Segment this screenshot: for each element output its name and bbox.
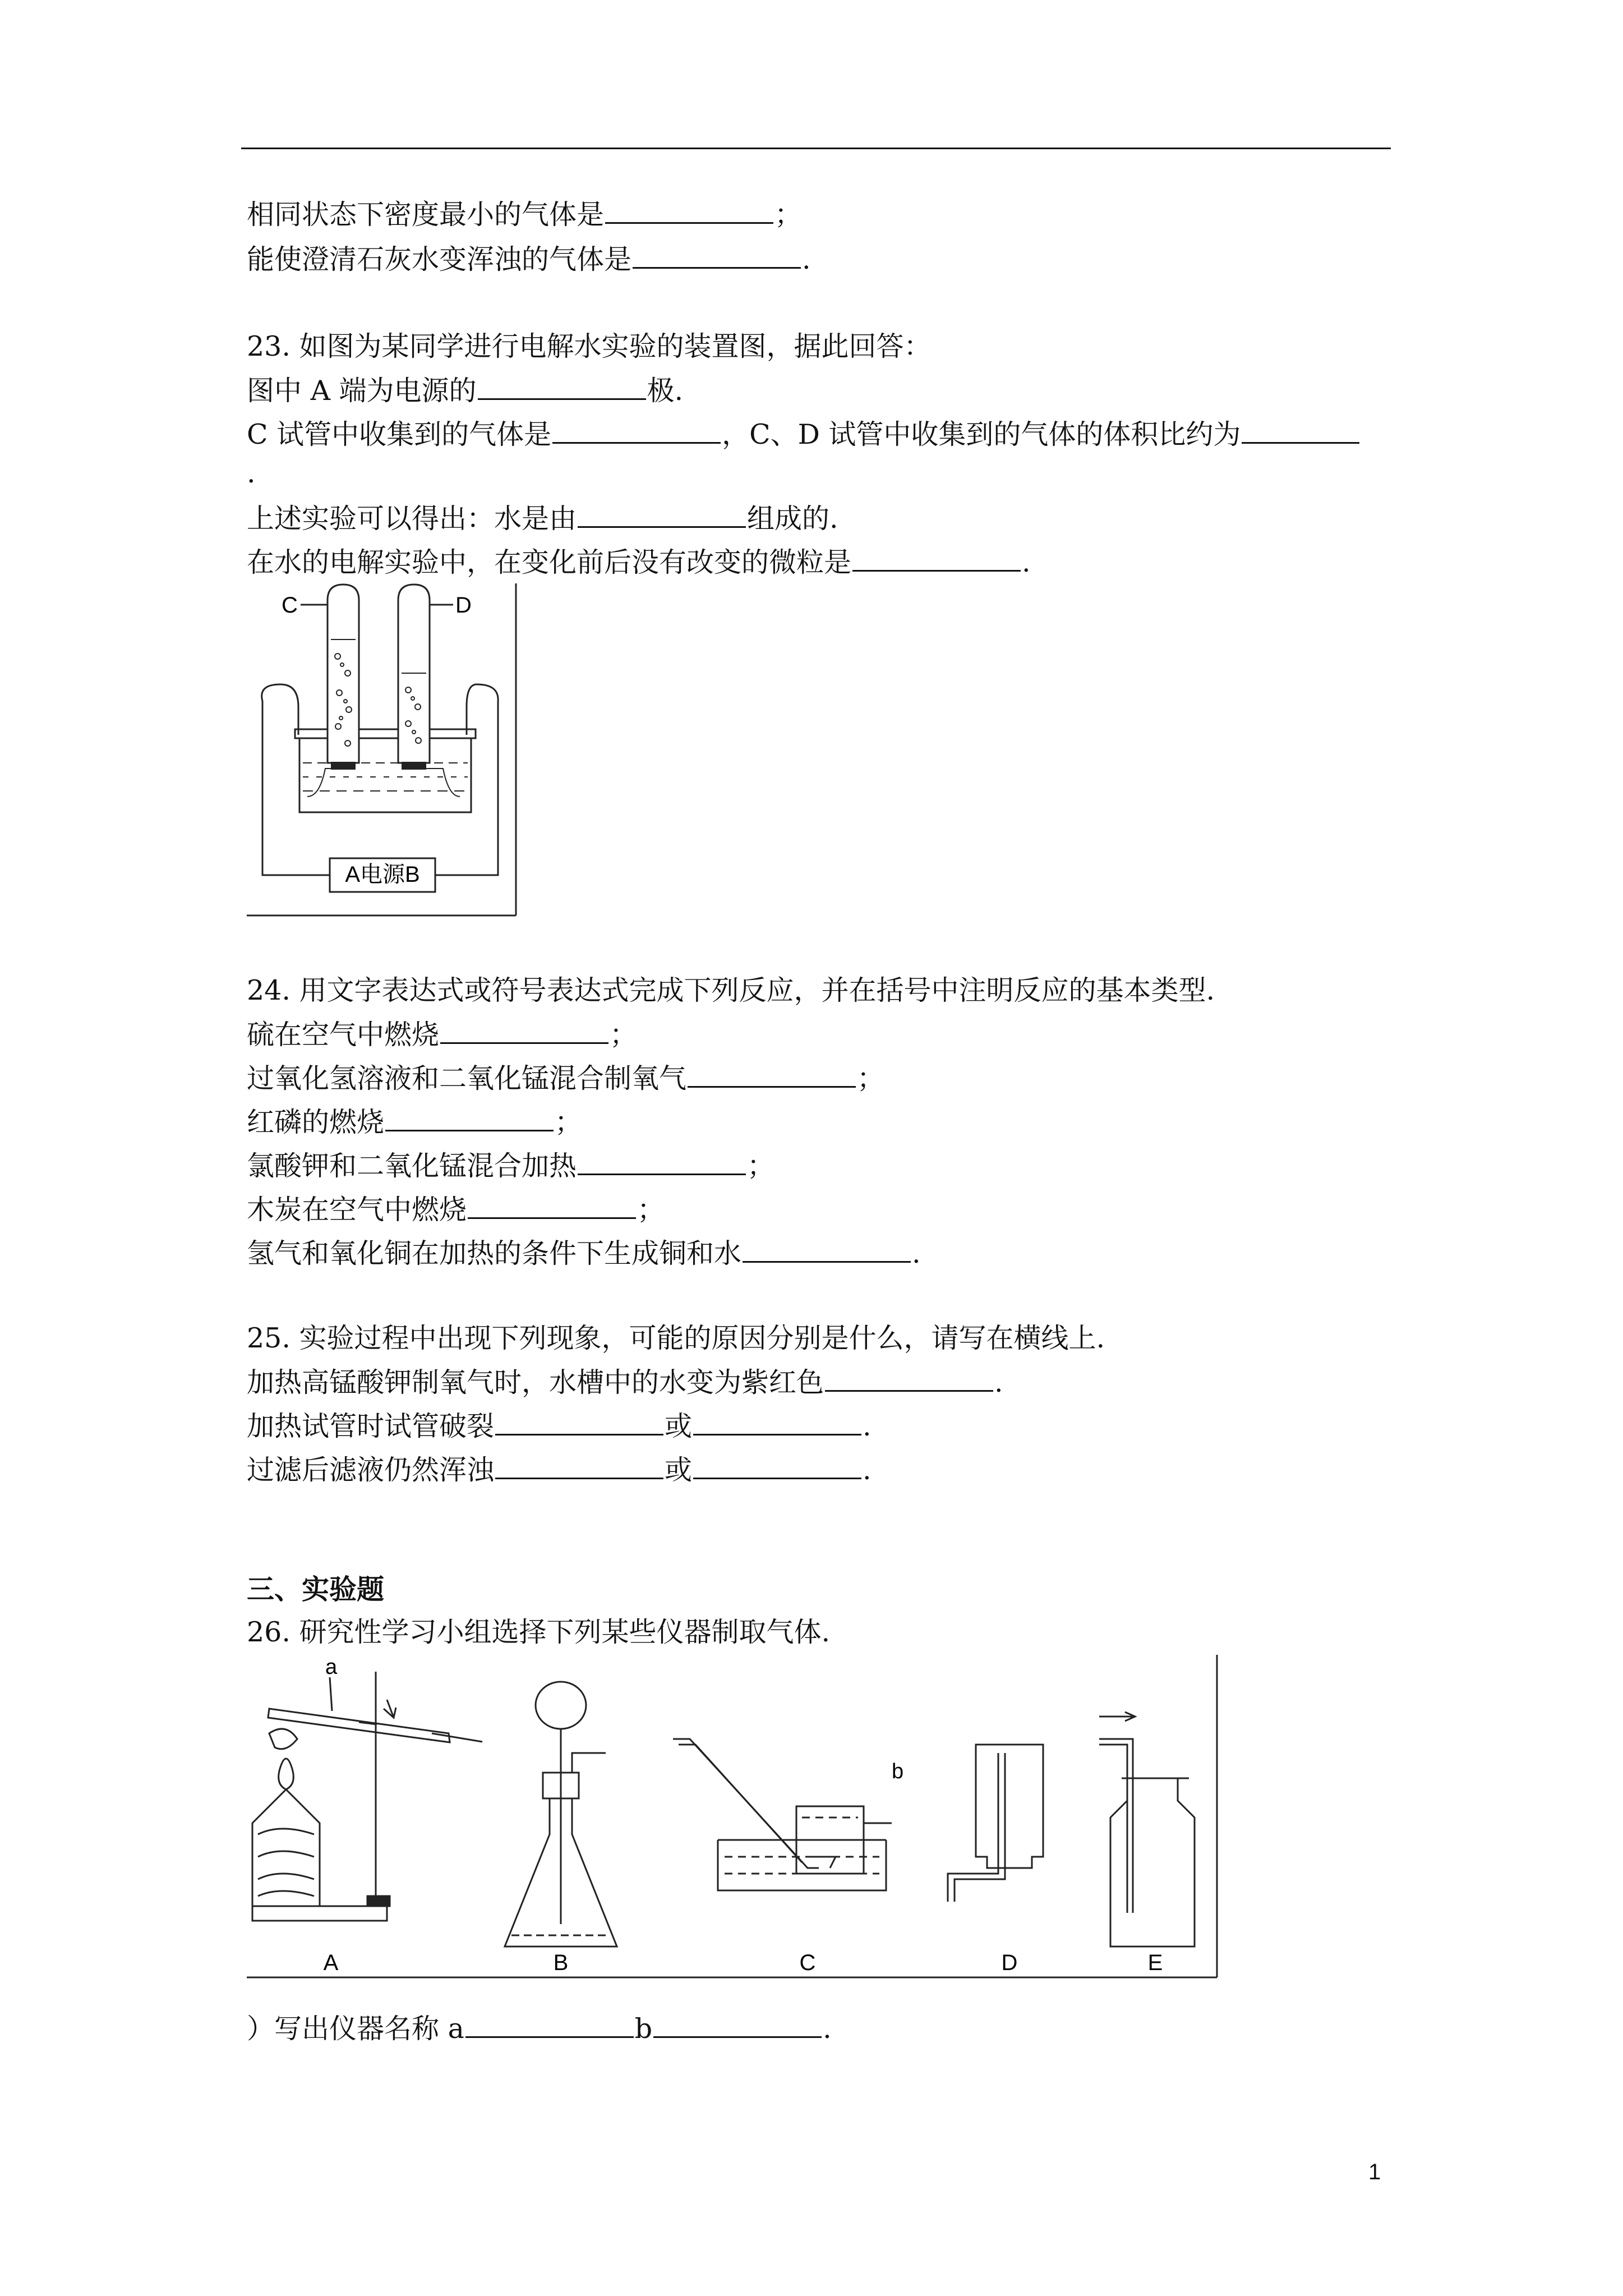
answer-blank[interactable] <box>478 374 646 400</box>
answer-blank[interactable] <box>385 1105 554 1131</box>
electrolysis-diagram <box>247 583 522 920</box>
answer-blank[interactable] <box>440 1018 608 1044</box>
test-tube-c <box>328 585 359 763</box>
question-number: 24. <box>247 974 291 1006</box>
caption-c: C <box>799 1950 816 1975</box>
punctuation: ； <box>555 1106 583 1138</box>
question-line <box>247 1105 582 1139</box>
answer-blank[interactable] <box>578 501 746 528</box>
answer-blank[interactable] <box>1242 417 1359 444</box>
answer-blank[interactable] <box>578 1149 746 1175</box>
apparatus-a <box>252 1672 482 1921</box>
question-text: 用文字表达式或符号表达式完成下列反应，并在括号中注明反应的基本类型. <box>299 974 1215 1006</box>
answer-blank[interactable] <box>495 1453 663 1479</box>
page-number: 1 <box>1368 2160 1381 2184</box>
punctuation: . <box>863 1454 872 1486</box>
question-text: 加热高锰酸钾制氧气时，水槽中的水变为紫红色 <box>247 1366 824 1398</box>
trough-rim <box>295 729 476 738</box>
label-d: D <box>455 593 472 618</box>
caption-a: A <box>323 1950 339 1975</box>
question-26-stem <box>247 1616 830 1649</box>
question-line <box>247 2012 832 2046</box>
label-b: b <box>892 1760 904 1783</box>
apparatus-diagram <box>247 1655 1223 1991</box>
question-text: 相同状态下密度最小的气体是 <box>247 199 605 231</box>
punctuation: ； <box>610 1019 638 1051</box>
apparatus-c <box>673 1739 892 1890</box>
question-text: 组成的. <box>747 503 838 535</box>
caption-e: E <box>1147 1950 1163 1975</box>
question-line <box>247 1193 665 1227</box>
question-24-stem <box>247 974 1215 1007</box>
question-line <box>247 1236 921 1271</box>
question-text: 图中 A 端为电源的 <box>247 375 477 407</box>
punctuation: . <box>823 2013 832 2045</box>
question-number: 25. <box>247 1322 291 1354</box>
question-text: 研究性学习小组选择下列某些仪器制取气体. <box>299 1616 831 1648</box>
question-text: 木炭在空气中燃烧 <box>247 1194 467 1226</box>
question-line <box>247 417 1361 452</box>
answer-blank[interactable] <box>743 1236 911 1263</box>
answer-blank[interactable] <box>693 1409 861 1435</box>
question-text: ，C、D 试管中收集到的气体的体积比约为 <box>722 418 1241 450</box>
section-title: 三、实验题 <box>247 1573 385 1605</box>
question-text: C 试管中收集到的气体是 <box>247 418 552 450</box>
apparatus-b <box>505 1682 617 1947</box>
answer-blank[interactable] <box>653 2012 822 2038</box>
punctuation: ； <box>774 199 803 231</box>
question-line <box>247 197 802 232</box>
question-text: 过氧化氢溶液和二氧化锰混合制氧气 <box>247 1062 687 1094</box>
question-number: 26. <box>247 1616 291 1648</box>
answer-blank[interactable] <box>552 417 721 444</box>
question-line <box>247 457 256 490</box>
question-text: 或 <box>665 1410 693 1442</box>
question-text: 上述实验可以得出：水是由 <box>247 503 577 535</box>
question-text: 红磷的燃烧 <box>247 1106 385 1138</box>
question-23-stem <box>247 330 932 364</box>
question-text: 氯酸钾和二氧化锰混合加热 <box>247 1150 577 1182</box>
answer-blank[interactable] <box>688 1061 856 1088</box>
question-line <box>247 1061 884 1096</box>
answer-blank[interactable] <box>495 1409 663 1435</box>
punctuation: . <box>912 1237 921 1269</box>
header-rule <box>241 148 1391 149</box>
label-a: a <box>325 1655 338 1679</box>
question-line <box>247 545 1031 579</box>
water-trough <box>299 738 471 812</box>
answer-blank[interactable] <box>693 1453 861 1479</box>
answer-blank[interactable] <box>633 242 801 269</box>
question-line <box>247 374 683 408</box>
punctuation: ； <box>857 1062 885 1094</box>
question-text: 如图为某同学进行电解水实验的装置图，据此回答： <box>299 330 932 362</box>
power-source-label: A电源B <box>345 862 420 887</box>
question-text: 实验过程中出现下列现象，可能的原因分别是什么，请写在横线上. <box>299 1322 1105 1354</box>
punctuation: . <box>802 243 811 275</box>
answer-blank[interactable] <box>465 2012 634 2038</box>
question-line <box>247 242 811 277</box>
question-text: 极. <box>647 375 684 407</box>
question-text: b <box>634 2013 653 2045</box>
question-text: 加热试管时试管破裂 <box>247 1410 495 1442</box>
caption-b: B <box>553 1950 569 1975</box>
caption-d: D <box>1001 1950 1018 1975</box>
answer-blank[interactable] <box>825 1365 993 1392</box>
question-text: 在水的电解实验中，在变化前后没有改变的微粒是 <box>247 546 852 578</box>
question-line <box>247 501 838 536</box>
question-line <box>247 1453 872 1487</box>
electrode-d <box>402 762 426 770</box>
punctuation: ； <box>637 1194 665 1226</box>
answer-blank[interactable] <box>852 545 1021 572</box>
question-line <box>247 1365 1003 1400</box>
punctuation: . <box>1022 546 1031 578</box>
apparatus-e <box>1099 1712 1195 1947</box>
question-text: ）写出仪器名称 a <box>247 2013 464 2045</box>
punctuation: ； <box>747 1150 775 1182</box>
question-line <box>247 1149 774 1183</box>
question-text: 或 <box>665 1454 693 1486</box>
punctuation: . <box>247 457 256 489</box>
apparatus-d <box>948 1745 1043 1902</box>
question-text: 硫在空气中燃烧 <box>247 1019 440 1051</box>
label-c: C <box>282 593 298 618</box>
question-text: 氢气和氧化铜在加热的条件下生成铜和水 <box>247 1237 742 1269</box>
punctuation: . <box>863 1410 872 1442</box>
answer-blank[interactable] <box>605 197 773 224</box>
question-text: 过滤后滤液仍然浑浊 <box>247 1454 495 1486</box>
punctuation: . <box>994 1366 1003 1398</box>
question-text: 能使澄清石灰水变浑浊的气体是 <box>247 243 632 275</box>
electrode-c <box>331 762 356 770</box>
question-number: 23. <box>247 330 291 362</box>
question-25-stem <box>247 1322 1105 1355</box>
question-line <box>247 1409 872 1443</box>
answer-blank[interactable] <box>468 1193 636 1219</box>
question-line <box>247 1018 637 1052</box>
